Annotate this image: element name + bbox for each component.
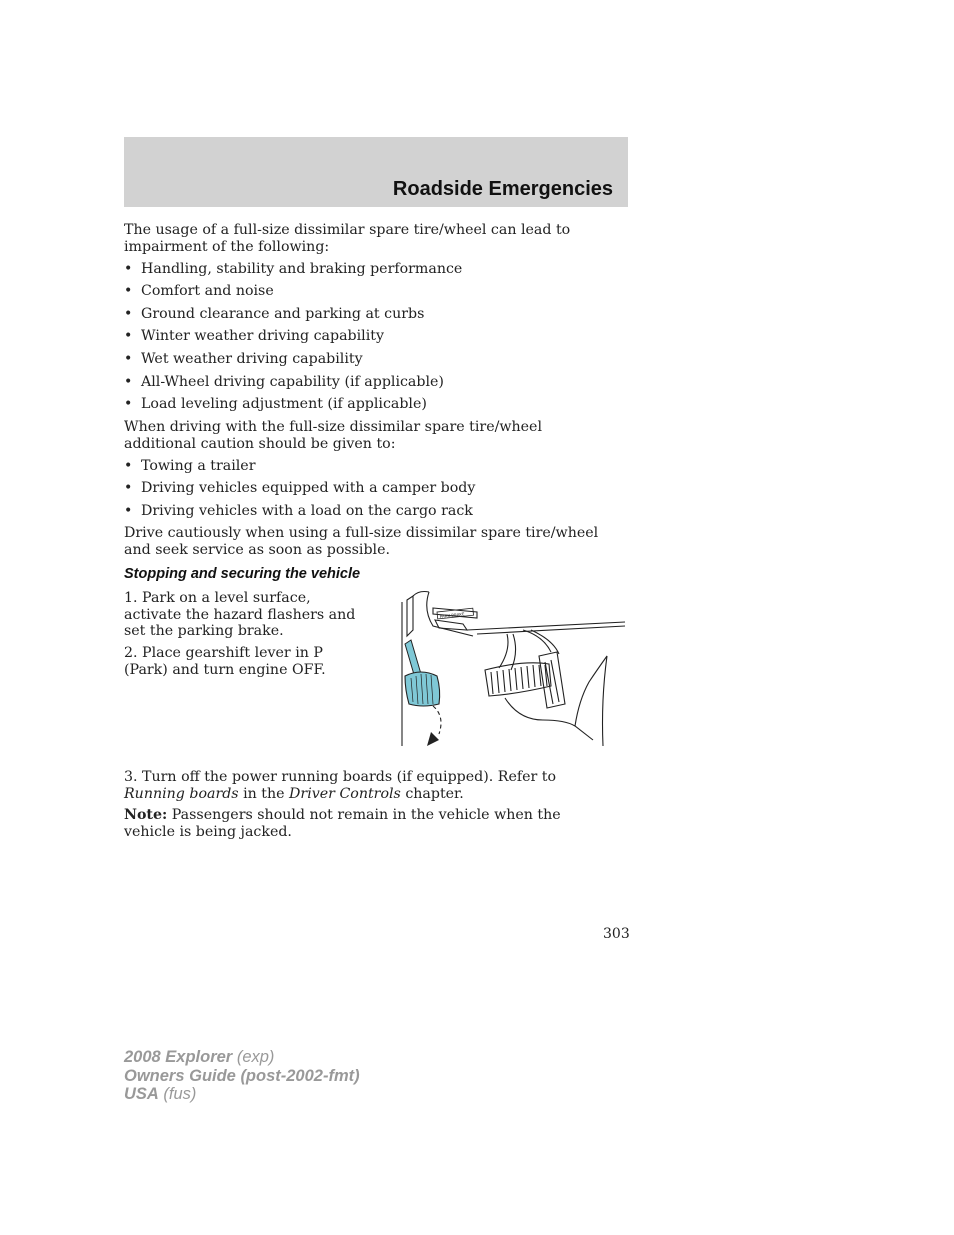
intro-paragraph: The usage of a full-size dissimilar spare tire/wheel can lead to impairment of the following: — [124, 222, 571, 255]
header-band — [124, 137, 628, 207]
bullet-icon: • — [124, 351, 133, 367]
bullet-icon: • — [124, 480, 133, 496]
note-label: Note: — [124, 807, 168, 823]
bullet-icon: • — [124, 396, 133, 412]
park-brake-label: PARK BRAKE — [439, 611, 465, 619]
caution-paragraph: When driving with the full-size dissimilar spare tire/wheel additional caution should be given to: — [124, 419, 542, 452]
note-paragraph: Note: Passengers should not remain in the vehicle when the vehicle is being jacked. — [124, 807, 561, 840]
cross-reference: Driver Controls — [289, 785, 401, 802]
footer: 2008 Explorer (exp) Owners Guide (post-2002-fmt) USA (fus) — [124, 1048, 360, 1103]
bullet-icon: • — [124, 503, 133, 519]
bullet-icon: • — [124, 458, 133, 474]
section-title: Roadside Emergencies — [392, 178, 613, 200]
bullet-icon: • — [124, 328, 133, 344]
bullet-icon: • — [124, 283, 133, 299]
bullet-icon: • — [124, 261, 133, 277]
page-number: 303 — [603, 926, 630, 942]
drive-note-paragraph: Drive cautiously when using a full-size dissimilar spare tire/wheel and seek service as soon as possible. — [124, 525, 599, 558]
parking-brake-illustration — [393, 590, 628, 750]
step-1: 1. Park on a level surface, activate the hazard flashers and set the parking brake. — [124, 590, 356, 639]
step-2: 2. Place gearshift lever in P (Park) and turn engine OFF. — [124, 645, 326, 678]
subsection-heading: Stopping and securing the vehicle — [124, 566, 361, 582]
bullet-icon: • — [124, 374, 133, 390]
cross-reference: Running boards — [124, 785, 239, 802]
bullet-icon: • — [124, 306, 133, 322]
step-3: 3. Turn off the power running boards (if equipped). Refer to Running boards in the Driver Controls chapter. — [124, 769, 557, 802]
